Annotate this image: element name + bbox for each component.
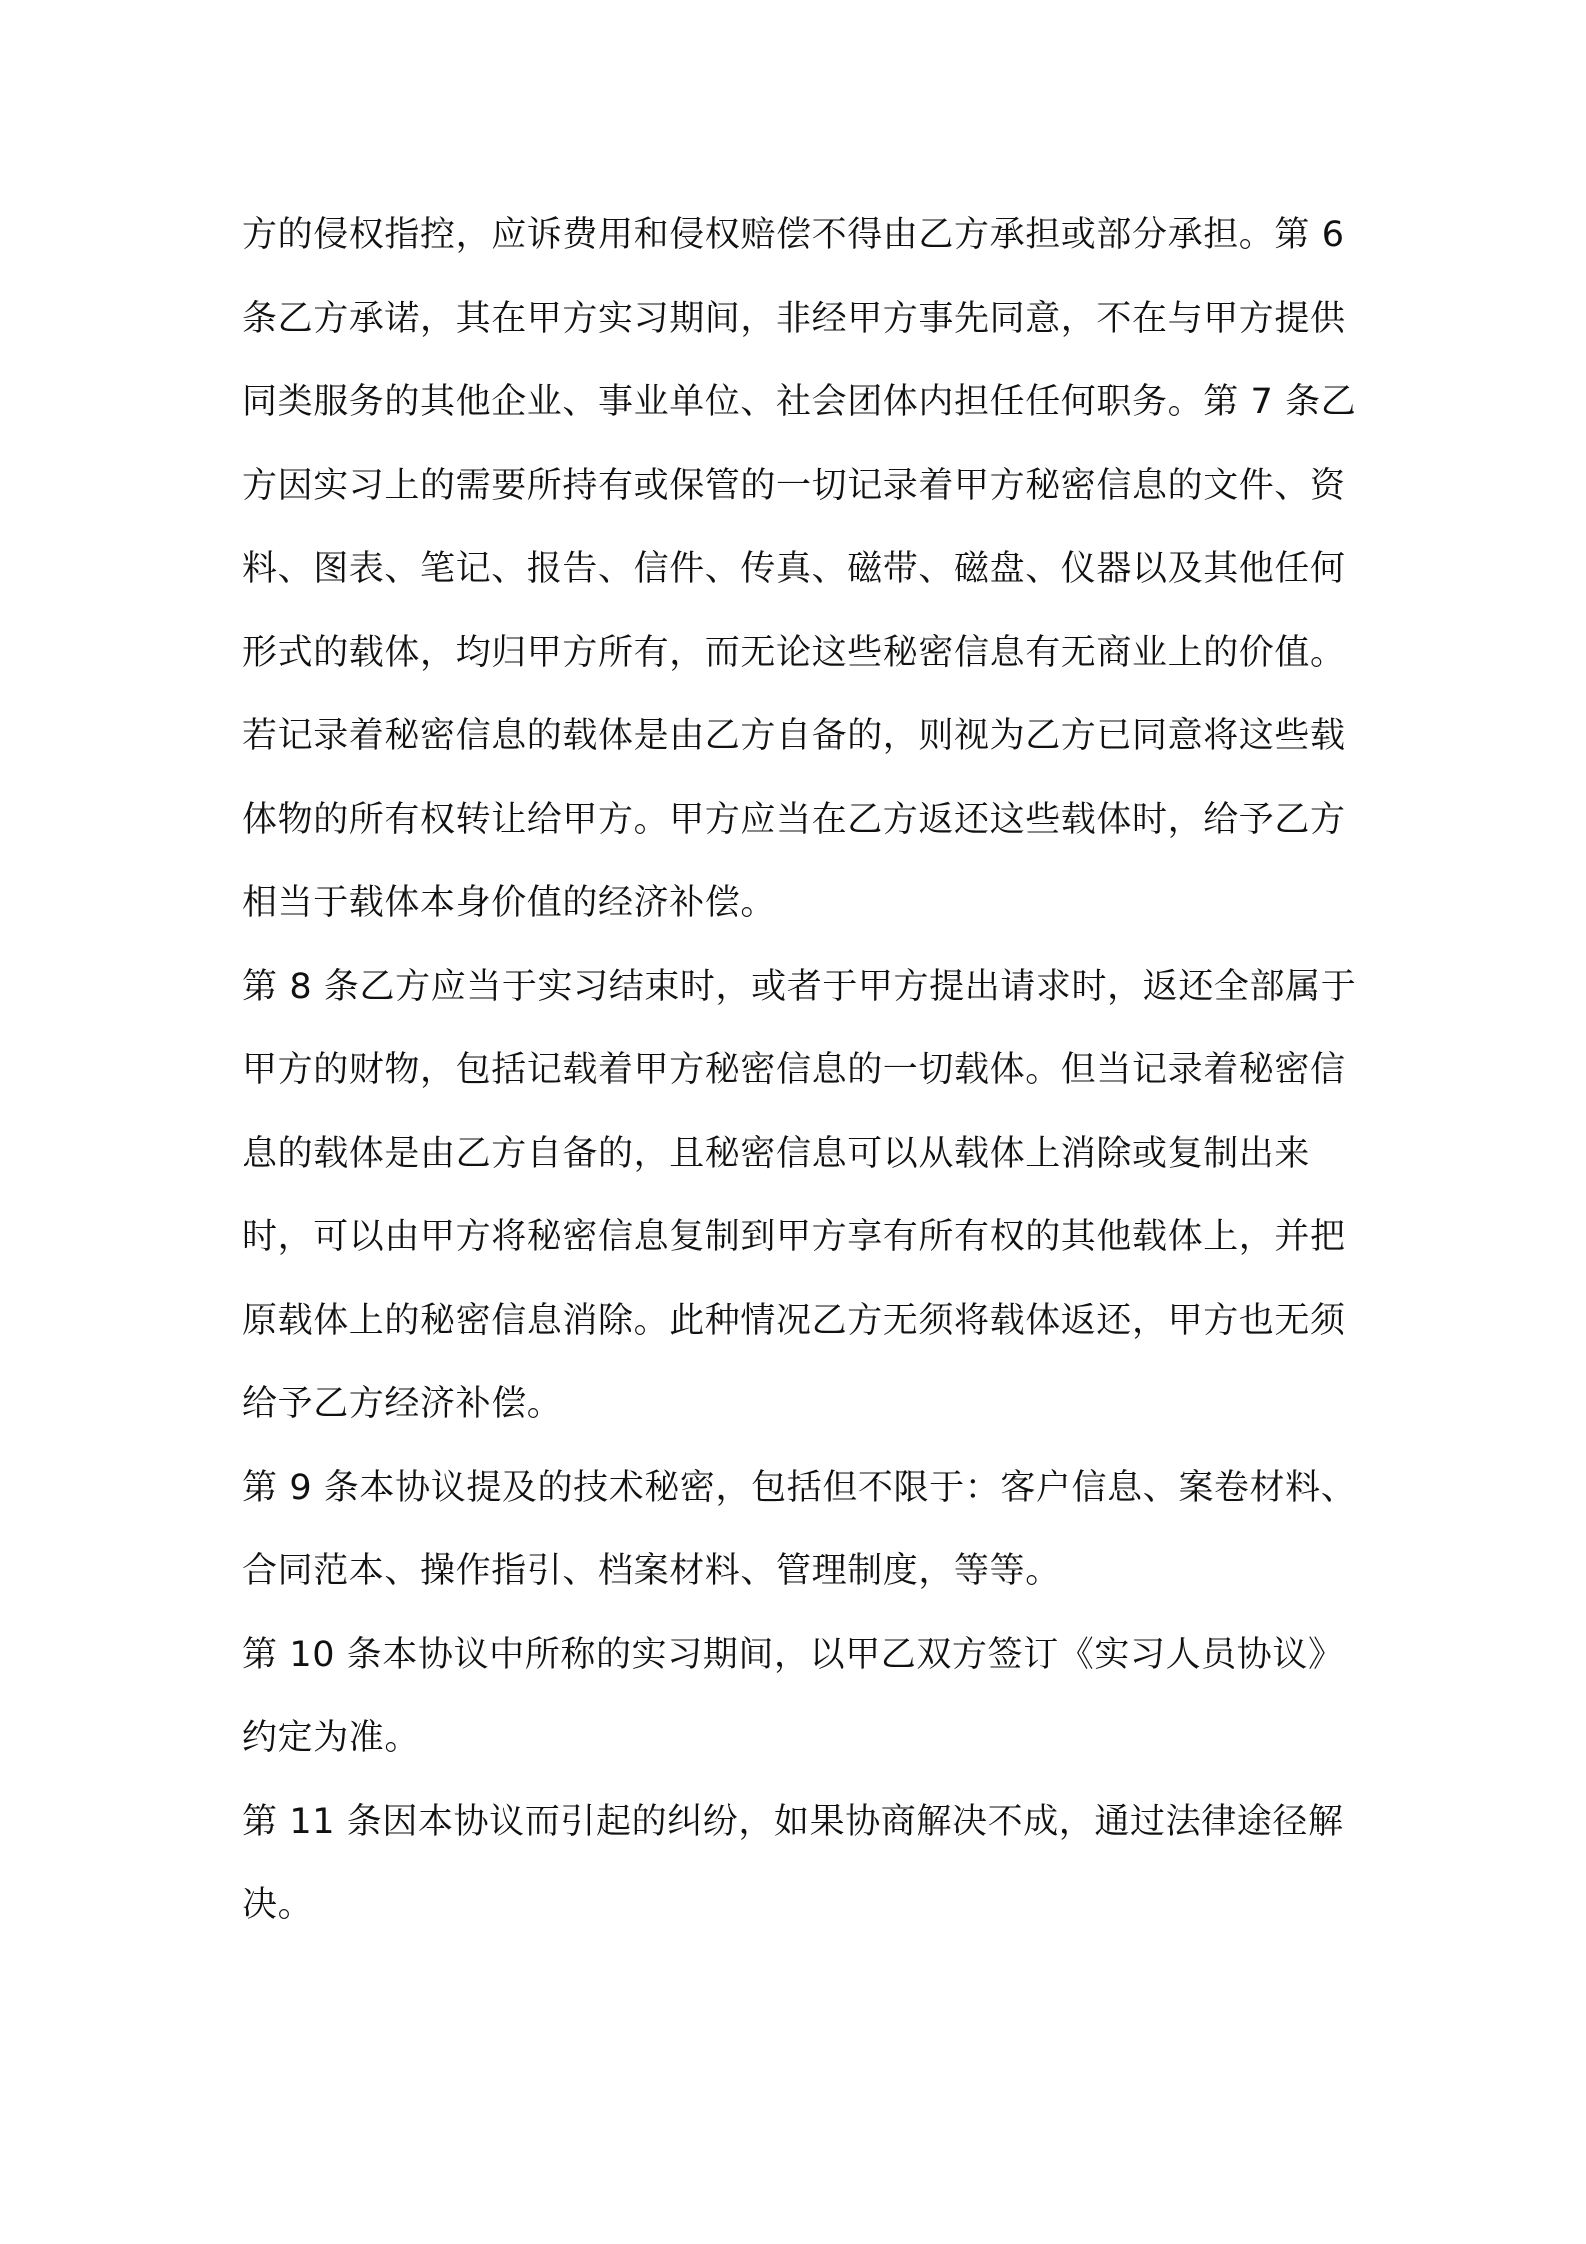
document-body xyxy=(242,194,1362,1948)
paragraph-clause-10: 第 10 条本协议中所称的实习期间，以甲乙双方签订《实习人员协议》约定为准。 xyxy=(242,1634,1344,1758)
paragraph-clause-8: 第 8 条乙方应当于实习结束时，或者于甲方提出请求时，返还全部属于甲方的财物，包括记载着甲方秘密信息的一切载体。但当记录着秘密信息的载体是由乙方自备的，且秘密信息可以从载体上消除或复制出来时，可以由甲方将秘密信息复制到甲方享有所有权的其他载体上，并把原载体上的秘密信息消除。此种情况乙方无须将载体返还，甲方也无须给予乙方经济补偿。 xyxy=(242,966,1357,1424)
paragraph-self-provided-carrier: 若记录着秘密信息的载体是由乙方自备的，则视为乙方已同意将这些载体物的所有权转让给甲方。甲方应当在乙方返还这些载体时，给予乙方相当于载体本身价值的经济补偿。 xyxy=(242,716,1346,923)
paragraph-clause-11: 第 11 条因本协议而引起的纠纷，如果协商解决不成，通过法律途径解决。 xyxy=(242,1801,1344,1925)
paragraph-clauses-5-7: 方的侵权指控，应诉费用和侵权赔偿不得由乙方承担或部分承担。第 6 条乙方承诺，其在甲方实习期间，非经甲方事先同意，不在与甲方提供同类服务的其他企业、事业单位、社会团体内担任任何职务。第 7 条乙方因实习上的需要所持有或保管的一切记录着甲方秘密信息的文件、资料、图表、笔记、报告、信件、传真、磁带、磁盘、仪器以及其他任何形式的载体，均归甲方所有，而无论这些秘密信息有无商业上的价值。 xyxy=(242,215,1357,673)
paragraph-clause-9: 第 9 条本协议提及的技术秘密，包括但不限于：客户信息、案卷材料、合同范本、操作指引、档案材料、管理制度，等等。 xyxy=(242,1467,1357,1591)
